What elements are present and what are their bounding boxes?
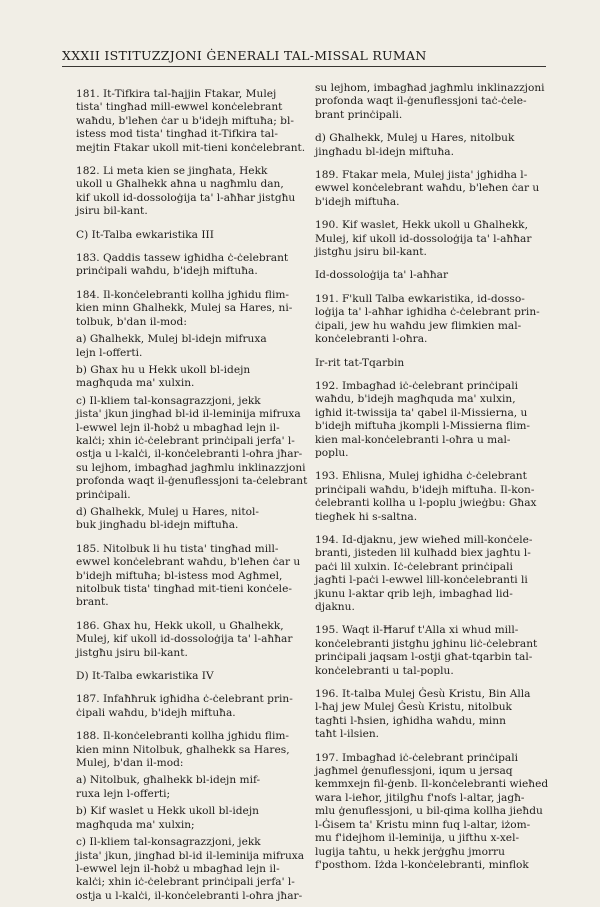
section-heading [315,357,547,370]
text-line: lejn l-offerti. [76,346,143,359]
text-line: d) Għalhekk, Mulej u Hares, nitolbuk [315,132,515,145]
paragraph [315,82,547,122]
text-line: ruxa lejn l-offerti; [76,787,171,800]
text-line: buk jingħadu bl-idejn miftuħa. [76,519,239,532]
text-line: su lejhom, imbagħad jagħmlu inklinazzjoni [315,82,545,94]
text-line: 195. Waqt il-Ħaruf t'Alla xi whud mill- [315,624,519,637]
text-line: tista' tingħad mill-ewwel konċelebrant [76,101,283,114]
text-line: branti, jisteden lil kulħadd biex jagħtu l- [315,547,531,560]
text-line: konċelebranti jistgħu jgħinu liċ-ċelebrant [315,637,538,650]
header-rule [62,66,546,67]
paragraph [76,836,308,903]
text-line: c) Il-kliem tal-konsagrazzjoni, jekk [76,394,261,407]
text-line: profonda waqt il-ġenuflessjoni ta-ċelebrant [76,475,308,488]
text-line: tiegħek hi s-saltna. [315,510,418,523]
paragraph [76,730,308,770]
text-line: kien minn Nitolbuk, għalhekk sa Hares, [76,743,290,756]
text-line: wara l-ieħor, jitilgħu f'nofs l-altar, jagħ- [315,791,525,804]
text-line: waħdu, b'idejh magħquda ma' xulxin, [315,393,516,406]
text-line: brant. [76,596,109,609]
text-line: tagħti l-ħsien, igħidha waħdu, minn [315,714,506,727]
text-line: istess mod tista' tingħad it-Tifkira tal- [76,128,278,141]
text-line: brant prinċipali. [315,108,403,121]
paragraph [315,169,547,209]
section-heading [315,269,547,282]
text-line: 189. Ftakar mela, Mulej jista' jgħidha l- [315,169,528,182]
text-line: Mulej, kif ukoll id-dossoloġija ta' l-aħħar [315,232,532,245]
paragraph [76,620,308,660]
paragraph [76,506,308,533]
paragraph [315,752,547,873]
paragraph [76,774,308,801]
text-line: kalċi; xhin iċ-ċelebrant prinċipali jerfa' l- [76,876,295,889]
text-line: jkunu l-aktar qrib lejh, imbagħad lid- [315,587,513,600]
text-line: c) Il-kliem tal-konsagrazzjoni, jekk [76,836,261,849]
text-line: C) It-Talba ewkaristika III [76,228,214,241]
text-line: kalċi; xhin iċ-ċelebrant prinċipali jerfa' l- [76,434,295,447]
text-line: magħquda ma' xulxin; [76,818,195,831]
text-line: d) Għalhekk, Mulej u Hares, nitol- [76,505,259,518]
paragraph [315,132,547,159]
paragraph [315,688,547,742]
paragraph [315,219,547,259]
text-line: magħquda ma' xulxin. [76,377,195,390]
text-line: Id-dossoloġija ta' l-aħħar [315,269,449,282]
paragraph [76,395,308,502]
paragraph [315,534,547,614]
paragraph [315,380,547,460]
text-line: 184. Il-konċelebranti kollha jgħidu flim- [76,288,289,301]
text-line: b'idejh miftuħa. [315,195,400,208]
text-line: f'posthom. Iżda l-konċelebranti, minflok [315,858,529,871]
text-line: nitolbuk tista' tingħad mit-tieni konċele- [76,583,292,595]
text-line: l-ħaj jew Mulej Ġesù Kristu, nitolbuk [315,701,512,714]
text-line: jsiru bil-kant. [76,205,148,218]
text-line: 193. Eħlisna, Mulej igħidha ċ-ċelebrant [315,470,527,483]
text-line: taħt l-ilsien. [315,728,380,741]
paragraph [76,333,308,360]
text-line: jista' jkun jingħad bl-id il-leminija mifruxa [76,408,301,421]
text-line: jagħmel ġenuflessjoni, iqum u jersaq [315,765,513,778]
section-heading [76,229,308,242]
text-line: ċipali, jew hu waħdu jew flimkien mal- [315,319,522,332]
text-line: 186. Għax hu, Hekk ukoll, u Għalhekk, [76,619,284,632]
text-line: l-ewwel lejn il-ħobż u mbagħad lejn il- [76,862,280,875]
text-line: ukoll u Għalhekk aħna u nagħmlu dan, [76,178,284,191]
text-line: konċelebranti u tal-poplu. [315,664,454,677]
text-line: prinċipali waħdu, b'idejh miftuħa. Il-kon- [315,483,535,496]
text-line: mlu ġenuflessjoni, u bil-qima kollha jieħdu [315,805,543,818]
text-line: konċelebranti l-oħra. [315,333,428,346]
text-line: 185. Nitolbuk li hu tista' tingħad mill- [76,542,279,555]
text-line: paċi lil xulxin. Iċ-ċelebrant prinċipali [315,560,513,573]
text-line: 181. It-Tifkira tal-ħajjin Ftakar, Mulej [76,88,277,100]
text-line: jista' jkun, jingħad bl-id il-leminija mifruxa [76,849,305,862]
text-line: loġija ta' l-aħħar igħidha ċ-ċelebrant prin- [315,306,540,319]
paragraph [76,252,308,279]
running-header: XXXII ISTITUZZJONI ĠENERALI TAL-MISSAL RUMAN [62,48,427,63]
text-line: a) Għalhekk, Mulej bl-idejn mifruxa [76,333,267,346]
text-line: prinċipali jaqsam l-ostji għat-tqarbin tal- [315,651,533,664]
text-line: jistgħu jsiru bil-kant. [315,246,427,259]
text-line: jagħti l-paċi l-ewwel lill-konċelebranti li [315,574,528,587]
text-line: prinċipali waħdu, b'idejh miftuħa. [76,265,258,278]
text-line: waħdu, b'leħen ċar u b'idejh miftuħa; bl- [76,114,294,127]
text-line: kien mal-konċelebranti l-oħra u mal- [315,433,511,446]
text-line: 183. Qaddis tassew igħidha ċ-ċelebrant [76,252,289,265]
text-line: mu f'idejhom il-leminija, u jifthu x-xel- [315,832,520,845]
text-line: 182. Li meta kien se jingħata, Hekk [76,165,268,178]
text-line: su lejhom, imbagħad jagħmlu inklinazzjoni [76,461,306,474]
paragraph [76,543,308,610]
paragraph [76,88,308,155]
text-line: Ir-rit tat-Tqarbin [315,356,405,369]
text-line: l-Ġisem ta' Kristu minn fuq l-altar, iżom- [315,818,531,831]
text-line: tolbuk, b'dan il-mod: [76,315,187,328]
paragraph [76,289,308,329]
text-line: igħid it-twissija ta' qabel il-Missierna, u [315,406,528,419]
text-line: 191. F'kull Talba ewkaristika, id-dosso- [315,292,525,305]
text-line: kemmxejn fil-ġenb. Il-konċelebranti wieħed [315,778,549,791]
text-line: b'idejh miftuħa; bl-istess mod Agħmel, [76,569,283,582]
text-line: l-ewwel lejn il-ħobż u mbagħad lejn il- [76,421,280,434]
text-line: kien minn Għalhekk, Mulej sa Hares, ni- [76,302,293,315]
paragraph [76,805,308,832]
text-line: ċelebranti kollha u l-poplu jwieġbu: Għax [315,497,537,510]
text-line: ewwel konċelebrant waħdu, b'leħen ċar u [76,556,301,569]
paragraph [315,624,547,678]
text-line: 197. Imbagħad iċ-ċelebrant prinċipali [315,751,518,764]
text-line: poplu. [315,446,349,459]
text-line: 196. It-talba Mulej Ġesù Kristu, Bin Alla [315,688,531,701]
text-line: Mulej, b'dan il-mod: [76,757,184,770]
text-line: b) Kif waslet u Hekk ukoll bl-idejn [76,805,259,818]
text-line: 190. Kif waslet, Hekk ukoll u Għalhekk, [315,219,528,232]
text-line: ostja u l-kalċi, il-konċelebranti l-oħra jħar- [76,889,303,902]
text-line: ewwel konċelebrant waħdu, b'leħen ċar u [315,182,540,195]
text-line: 187. Infaħħruk igħidha ċ-ċelebrant prin- [76,693,293,706]
text-line: prinċipali. [76,488,131,501]
text-line: jingħadu bl-idejn miftuħa. [315,145,454,158]
text-line: ċipali waħdu, b'idejh miftuħa. [76,706,236,719]
text-line: 194. Id-djaknu, jew wieħed mill-konċele- [315,533,533,546]
paragraph [76,693,308,720]
text-line: djaknu. [315,601,355,613]
paragraph [76,364,308,391]
text-line: kif ukoll id-dossoloġija ta' l-aħħar jistgħu [76,191,296,204]
left-column [76,88,308,907]
text-line: 192. Imbagħad iċ-ċelebrant prinċipali [315,379,518,392]
right-column [315,82,547,882]
paragraph [315,470,547,524]
paragraph [315,293,547,347]
text-line: Mulej, kif ukoll id-dossoloġija ta' l-aħħar [76,633,293,646]
text-line: profonda waqt il-ġenuflessjoni taċ-ċele- [315,95,527,108]
text-line: D) It-Talba ewkaristika IV [76,670,214,683]
text-line: 188. Il-konċelebranti kollha jgħidu flim- [76,730,289,743]
text-line: mejtin Ftakar ukoll mit-tieni konċelebrant. [76,141,306,154]
text-line: b'idejh miftuħa jkompli l-Missierna flim- [315,420,530,433]
section-heading [76,670,308,683]
text-line: b) Għax hu u Hekk ukoll bl-idejn [76,363,251,376]
text-line: jistgħu jsiru bil-kant. [76,646,188,659]
text-line: lugija taħtu, u hekk jerġgħu jmorru [315,845,505,858]
paragraph [76,165,308,219]
text-line: a) Nitolbuk, għalhekk bl-idejn mif- [76,774,261,787]
text-line: ostja u l-kalċi, il-konċelebranti l-oħra jħar- [76,448,303,461]
